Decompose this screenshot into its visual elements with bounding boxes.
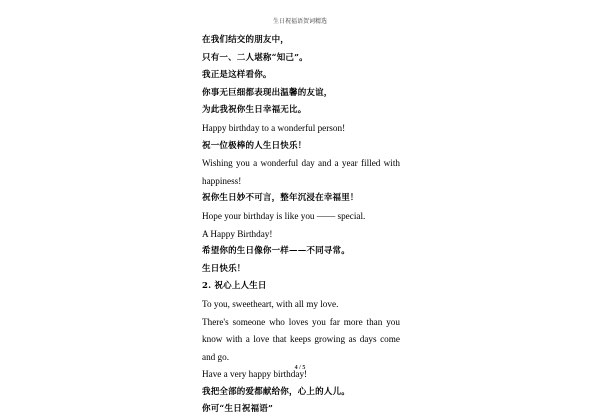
text-line: and go. (202, 351, 230, 362)
text-line: Have a very happy birthday! (202, 369, 308, 380)
text-line: 生日快乐！ (202, 263, 246, 274)
text-line: 你可“生日祝福语” (202, 404, 274, 415)
text-line: A Happy Birthday! (202, 228, 273, 239)
text-line: 我正是这样看你。 (202, 70, 272, 81)
text-line: Hope your birthday is like you —— special. (202, 210, 366, 221)
text-line: To you, sweetheart, with all my love. (202, 298, 339, 309)
text-line: know with a love that keeps growing as days come (202, 334, 400, 345)
page-header: 生日祝福语贺词精选 (272, 18, 327, 25)
document-body (202, 32, 400, 419)
text-line: 为此我祝你生日幸福无比。 (202, 105, 307, 116)
section-heading: 2. 祝心上人生日 (202, 281, 267, 292)
text-line: happiness! (202, 175, 242, 186)
text-line: 祝一位极棒的人生日快乐！ (202, 140, 307, 151)
text-line: 希望你的生日像你一样——不同寻常。 (202, 246, 350, 257)
text-line: 祝你生日妙不可言，整年沉浸在幸福里！ (202, 193, 359, 204)
text-line: Happy birthday to a wonderful person! (202, 122, 346, 133)
text-line: Wishing you a wonderful day and a year filled with (202, 158, 400, 169)
text-line: There's someone who loves you far more than you (202, 316, 400, 327)
page-number: 4 / 5 (294, 365, 306, 371)
text-line: 在我们结交的朋友中， (202, 35, 290, 45)
text-line: 只有一、二人堪称“知己”。 (202, 52, 308, 63)
text-line: 你事无巨细都表现出温馨的友谊， (202, 87, 333, 98)
text-line: 我把全部的爱都献给你，心上的人儿。 (202, 386, 350, 397)
